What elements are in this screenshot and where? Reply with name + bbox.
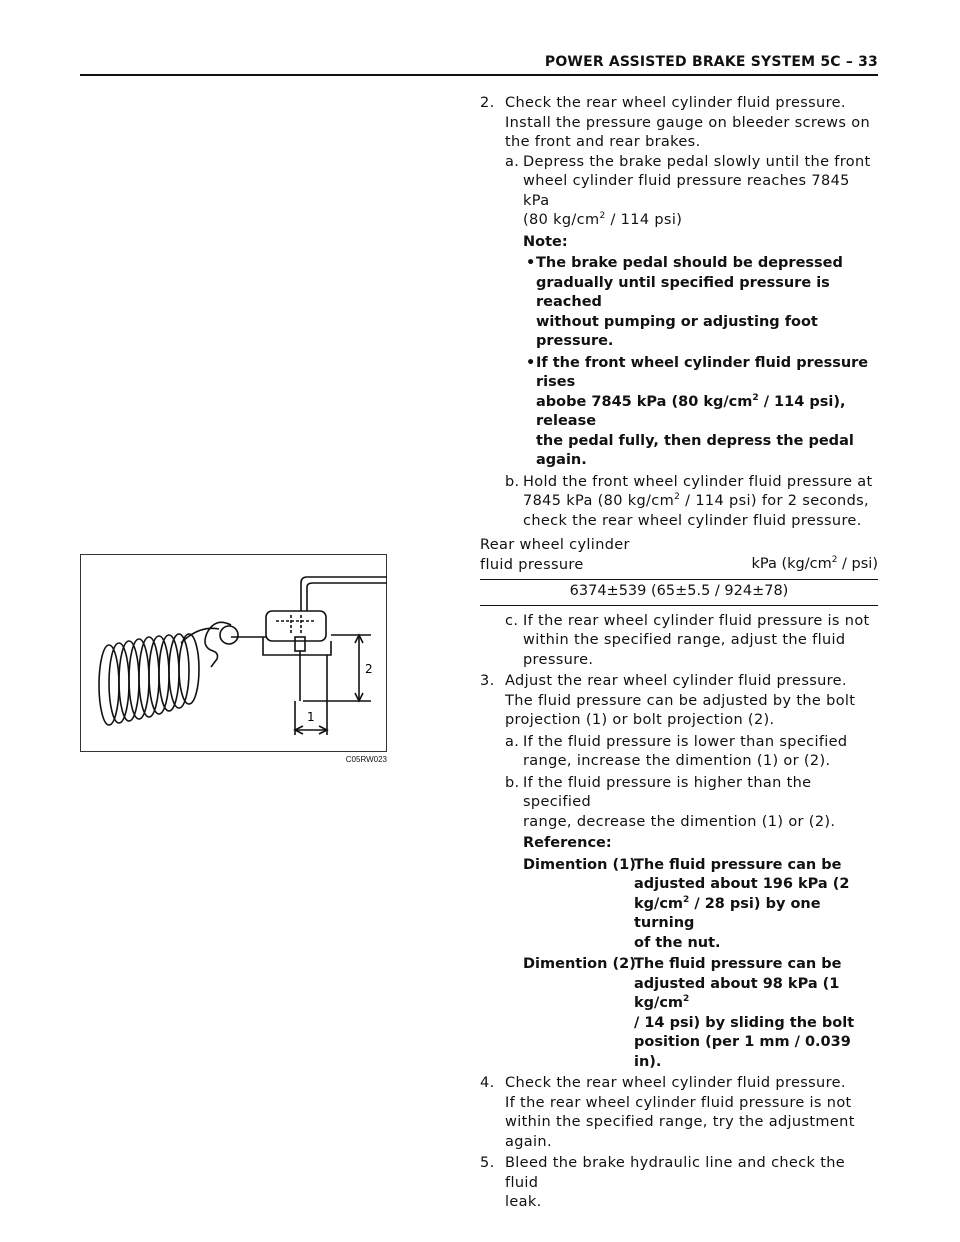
- note-bullet-1: • The brake pedal should be depressed gradually until specified pressure is reached without pumping or adjusting foot pressure.: [526, 255, 843, 349]
- step-2: [480, 94, 880, 153]
- adjust-nut: [295, 637, 305, 651]
- step-4: 4. Check the rear wheel cylinder fluid pressure. If the rear wheel cylinder fluid pressure is not within the specified range, try the adjustment again.: [480, 1075, 855, 1150]
- step-line: Install the pressure gauge on bleeder screws on: [505, 114, 870, 131]
- brake-pipe: [301, 577, 387, 611]
- spec-unit: kPa $(kg/cm^2 / psi)$: [751, 555, 878, 572]
- step-2b: b. Hold the front wheel cylinder fluid pressure at 7845 kPa (80 $kg/cm^2 / 114$ psi) for 2 seconds, check the rear wheel cylinder fluid pressure.: [505, 473, 873, 529]
- brake-pipe: [307, 583, 387, 611]
- bullet-dot: •: [526, 354, 536, 371]
- hook-eye: [220, 626, 238, 644]
- step-line: Check the rear wheel cylinder fluid pressure.: [505, 95, 846, 111]
- instructions-column: [480, 94, 880, 1213]
- page-title: POWER ASSISTED BRAKE SYSTEM 5C – 33: [544, 54, 878, 70]
- sub-line: wheel cylinder fluid pressure reaches 7845 kPa: [523, 173, 850, 209]
- sub-letter: a.: [505, 733, 520, 750]
- sub-line: (80 $kg/cm^2 / 114$ psi): [523, 211, 683, 228]
- sub-line: Depress the brake pedal slowly until the front: [523, 153, 871, 170]
- spec-item-label: fluid pressure: [480, 556, 584, 573]
- bracket-plate: [263, 637, 331, 655]
- sub-letter: c.: [505, 612, 519, 629]
- step-line: the front and rear brakes.: [505, 134, 701, 150]
- reference-label: Reference:: [523, 835, 612, 851]
- table-rule: [480, 605, 878, 606]
- step-5: 5. Bleed the brake hydraulic line and check the fluid leak.: [480, 1155, 846, 1210]
- dim2-label: 2: [365, 662, 373, 676]
- dimention-label: Dimention (2):: [523, 956, 642, 972]
- step-3: 3. Adjust the rear wheel cylinder fluid pressure. The fluid pressure can be adjusted by the bolt projection (1) or bolt projection (2).: [480, 673, 856, 728]
- dimention-2-reference: Dimention (2): The fluid pressure can be adjusted about 98 kPa (1 $kg/cm^2$ / 14 psi) by sliding the bolt position (per 1 mm / 0.039 in).: [523, 956, 855, 1070]
- bullet-dot: •: [526, 255, 536, 271]
- note-bullet-2: • If the front wheel cylinder fluid pressure rises abobe 7845 kPa (80 $kg/cm^2 / 114$ psi), release the pedal fully, then depress the pedal again.: [526, 354, 869, 468]
- step-3a: a. If the fluid pressure is lower than specified range, increase the dimention (1) or (2).: [505, 733, 848, 769]
- adjustment-figure: [80, 554, 387, 752]
- spec-value: 6374±539 (65±5.5 / 924±78): [569, 583, 789, 599]
- valve-illustration: [81, 555, 388, 753]
- figure-code: C05RW023: [345, 755, 387, 764]
- valve-inner: [276, 615, 316, 635]
- step-number: 5.: [480, 1155, 495, 1171]
- sub-letter: b.: [505, 473, 520, 490]
- step-2a: [480, 153, 880, 231]
- dimention-1-reference: Dimention (1): The fluid pressure can be adjusted about 196 kPa (2 $kg/cm^2 / 28$ psi) by one turning of the nut.: [523, 856, 850, 951]
- header-rule: [80, 74, 878, 76]
- spec-item-label: Rear wheel cylinder: [480, 537, 630, 553]
- step-3b: b. If the fluid pressure is higher than the specified range, decrease the dimention (1) or (2).: [505, 774, 836, 830]
- sub-letter: b.: [505, 774, 520, 791]
- spec-header: [480, 536, 878, 575]
- step-number: 4.: [480, 1075, 495, 1091]
- spec-table: [480, 536, 878, 606]
- step-number: 2.: [480, 95, 495, 111]
- step-2c: c. If the rear wheel cylinder fluid pressure is not within the specified range, adjust the fluid pressure.: [505, 612, 870, 668]
- note-label: Note:: [523, 233, 568, 250]
- step-number: 3.: [480, 673, 495, 689]
- sub-letter: a.: [505, 153, 520, 170]
- dimention-label: Dimention (1):: [523, 856, 642, 873]
- dim1-label: 1: [307, 710, 315, 724]
